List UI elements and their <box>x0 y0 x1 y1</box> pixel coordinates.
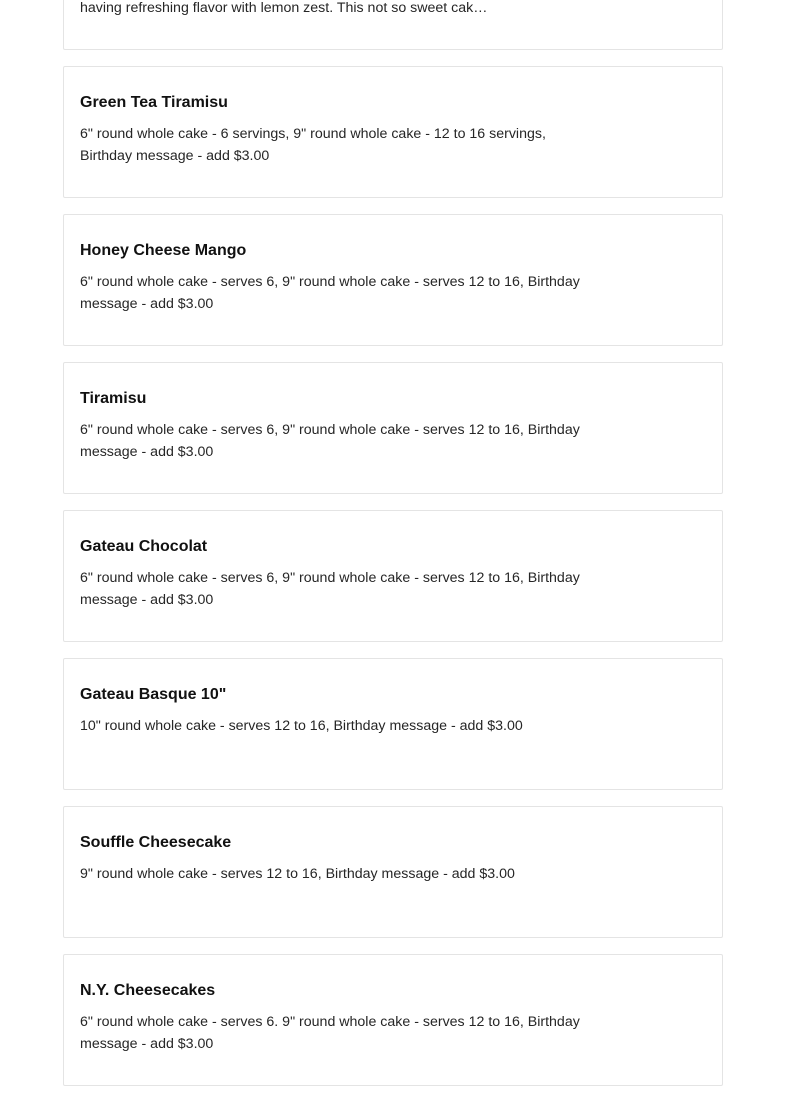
menu-item-list <box>63 0 723 1102</box>
menu-item-description: 9" round whole cake - serves 12 to 16, Birthday message - add $3.00 <box>80 866 515 882</box>
menu-item-card-lemon-cheesecake[interactable] <box>63 0 723 50</box>
menu-item-description: 6" round whole cake - serves 6, 9" round whole cake - serves 12 to 16, Birthday message - add $3.00 <box>80 422 580 460</box>
menu-item-card-honey-cheese-mango[interactable] <box>63 214 723 346</box>
menu-item-card-gateau-chocolat[interactable] <box>63 510 723 642</box>
menu-item-description: 6" round whole cake - serves 6, 9" round whole cake - serves 12 to 16, Birthday message - add $3.00 <box>80 274 580 312</box>
menu-item-card-tiramisu[interactable] <box>63 362 723 494</box>
menu-item-description: 6" round whole cake - 6 servings, 9" round whole cake - 12 to 16 servings, Birthday message - add $3.00 <box>80 126 546 164</box>
menu-item-card-souffle-cheesecake[interactable] <box>63 806 723 938</box>
menu-item-title: Honey Cheese Mango <box>80 242 247 259</box>
menu-item-title: Gateau Chocolat <box>80 538 208 555</box>
menu-item-description: 6" round whole cake - serves 6. 9" round whole cake - serves 12 to 16, Birthday message - add $3.00 <box>80 1014 580 1052</box>
menu-item-card-green-tea-tiramisu[interactable] <box>63 66 723 198</box>
menu-item-title: Tiramisu <box>80 390 147 407</box>
menu-item-card-ny-cheesecakes[interactable] <box>63 954 723 1086</box>
menu-item-title: Gateau Basque 10" <box>80 686 227 703</box>
menu-item-title: Green Tea Tiramisu <box>80 94 228 111</box>
menu-item-description: 10" round whole cake - serves 12 to 16, Birthday message - add $3.00 <box>80 718 523 734</box>
menu-item-description: having refreshing flavor with lemon zest. This not so sweet cak… <box>80 0 488 16</box>
menu-item-title: Souffle Cheesecake <box>80 834 232 851</box>
menu-item-title: N.Y. Cheesecakes <box>80 982 216 999</box>
menu-item-description: 6" round whole cake - serves 6, 9" round whole cake - serves 12 to 16, Birthday message - add $3.00 <box>80 570 580 608</box>
menu-item-card-gateau-basque[interactable] <box>63 658 723 790</box>
